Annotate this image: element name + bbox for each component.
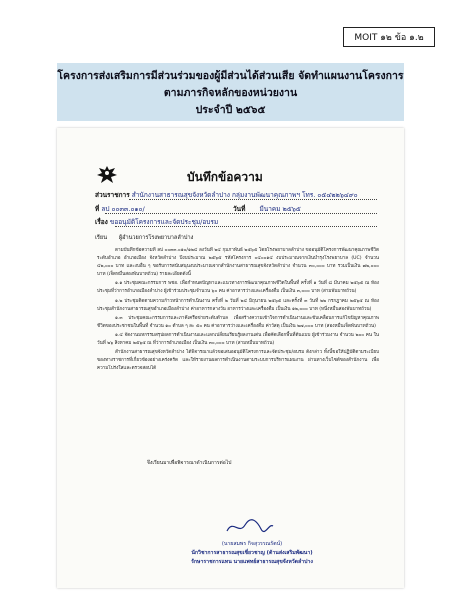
body-paragraph-5: ๑.๔ จัดงานมหกรรมสรุปผลการดำเนินงานและแลกเปลี่ยนเรียนรู้ผลงานเด่น เพื่อคัดเลือกพื้นที่ต้นแบบ ผู้เข้าร่วมงาน จำนวน ๒๐๐ คน ในวันที่ ๒๖ สิงหาคม ๒๕๖๕ ณ ที่ว่าการอำเภอเมือง เป็นเงิน ๓๐,๐๐๐ บาท (สามหมื่นบาทถ้วน) xyxy=(97,332,379,347)
body-paragraph-4: ๑.๓ ประชุมคณะกรรมการและภาคีเครือข่ายระดับตำบล เพื่อสร้างความเข้าใจการดำเนินงานและขับเคลื่อนการแก้ไขปัญหาคุณภาพชีวิตของประชาชนในพื้นที่ จำนวน ๑๐ ตำบล ๆ ละ ๕๐ คน ค่าอาหารว่างและเครื่องดื่ม ค่าวัสดุ เป็นเงิน ๒๗,๐๐๐ บาท (สองหมื่นเจ็ดพันบาทถ้วน) xyxy=(97,315,379,329)
closing-line xyxy=(97,459,379,469)
memo-title: บันทึกข้อความ xyxy=(187,170,263,184)
to-value: ผู้อำนวยการโรงพยาบาลลำปาง xyxy=(118,235,194,241)
to-row xyxy=(95,234,193,242)
agency-label: ส่วนราชการ xyxy=(95,191,130,199)
signature-scribble-icon xyxy=(223,517,275,537)
body-closing: จึงเรียนมาเพื่อพิจารณาดำเนินการต่อไป xyxy=(147,460,232,466)
memo-body xyxy=(97,247,379,455)
banner-line-2: ประจำปี ๒๕๖๕ xyxy=(195,104,266,116)
garuda-emblem-icon xyxy=(95,164,119,188)
subject-value: ขออนุมัติโครงการและจัดประชุม/อบรม xyxy=(109,218,219,226)
signatory-title-2: รักษาราชการแทน นายแพทย์สาธารณสุขจังหวัดลำปาง xyxy=(191,559,313,565)
signatory-name: (นายสมพร กิจสุวรรณรัตน์) xyxy=(221,541,283,547)
signatory-title-1: นักวิชาการสาธารณสุขเชี่ยวชาญ (ด้านส่งเสริมพัฒนา) xyxy=(191,550,313,556)
memo-document xyxy=(57,128,404,588)
body-paragraph-3: ๑.๒ ประชุมติดตามความก้าวหน้าการดำเนินงาน ครั้งที่ ๒ วันที่ ๒๔ มิถุนายน ๒๕๖๕ และครั้งที่ ๓ วันที่ ๒๒ กรกฎาคม ๒๕๖๕ ณ ห้องประชุมสำนักงานสาธารณสุขอำเภอเมืองลำปาง ค่าอาหารกลางวัน อาหารว่างและเครื่องดื่ม เป็นเงิน ๑๒,๐๐๐ บาท (หนึ่งหมื่นสองพันบาทถ้วน) xyxy=(97,298,379,312)
to-label: เรียน xyxy=(95,235,108,241)
ref-value: ลป ๐๐๓๓.๐๑๐/ xyxy=(101,205,145,213)
title-banner xyxy=(57,63,404,121)
body-paragraph-6: สำนักงานสาธารณสุขจังหวัดลำปาง ได้พิจารณาแล้วขอเสนออนุมัติโครงการและจัดประชุม/อบรม ดังกล่าว ทั้งนี้ขอให้ปฏิบัติตามระเบียบของทางราชการที่เกี่ยวข้องอย่างเคร่งครัด และให้รายงานผลการดำเนินงานตามระบบการบริหารแผนงาน ผ่านทางเว็บไซต์ของสำนักงาน เพื่อความโปร่งใสและตรวจสอบได้ xyxy=(97,350,379,372)
banner-line-1: โครงการส่งเสริมการมีส่วนร่วมของผู้มีส่วนได้ส่วนเสีย จัดทำแผนงานโครงการตามภารกิจหลักของหน่วยงาน xyxy=(57,70,404,99)
ref-label: ที่ xyxy=(95,205,100,213)
date-value: มีนาคม ๒๕๖๕ xyxy=(259,205,301,213)
ref-dotted-line xyxy=(105,213,377,214)
subject-label: เรื่อง xyxy=(95,218,108,226)
agency-value: สำนักงานสาธารณสุขจังหวัดลำปาง กลุ่มงานพัฒนาคุณภาพฯ โทร. ๐๕๔๒๒๖๔๙๐ xyxy=(131,191,358,199)
body-paragraph-2: ๑.๑ ประชุมคณะกรรมการ พชอ. เพื่อกำหนดปัญหาและแนวทางการพัฒนาคุณภาพชีวิตในพื้นที่ ครั้งที่ ๑ วันที่ ๘ มีนาคม ๒๕๖๕ ณ ห้องประชุมที่ว่าการอำเภอเมืองลำปาง ผู้เข้าร่วมประชุมจำนวน ๖๐ คน ค่าอาหารว่างและเครื่องดื่ม เป็นเงิน ๓,๐๐๐ บาท (สามพันบาทถ้วน) xyxy=(97,281,379,295)
date-label: วันที่ xyxy=(233,205,246,213)
agency-dotted-line xyxy=(129,199,377,200)
subject-dotted-line xyxy=(115,226,377,227)
moit-badge: MOIT ๑๒ ข้อ ๑.๒ xyxy=(343,27,435,47)
body-paragraph-1: ตามบันทึกข้อความที่ ลป ๐๐๓๓.๐๑๐/๑๒๔ ลงวันที่ ๒๔ กุมภาพันธ์ ๒๕๖๕ โดยโรงพยาบาลลำปาง ขออนุมัติโครงการพัฒนาคุณภาพชีวิตระดับอำเภอ อำเภอเมือง จังหวัดลำปาง ปีงบประมาณ ๒๕๖๕ รหัสโครงการ ๐๔๐๐๑๔ งบประมาณจากเงินบำรุงโรงพยาบาล (UC) จำนวน ๔๒,๐๐๐ บาท และงบอื่น ๆ ขอรับการสนับสนุนงบประมาณจากสำนักงานสาธารณสุขจังหวัดลำปาง จำนวน ๓๐,๐๐๐ บาท รวมเป็นเงิน ๗๒,๐๐๐ บาท (เจ็ดหมื่นสองพันบาทถ้วน) รายละเอียดดังนี้ xyxy=(97,248,379,278)
